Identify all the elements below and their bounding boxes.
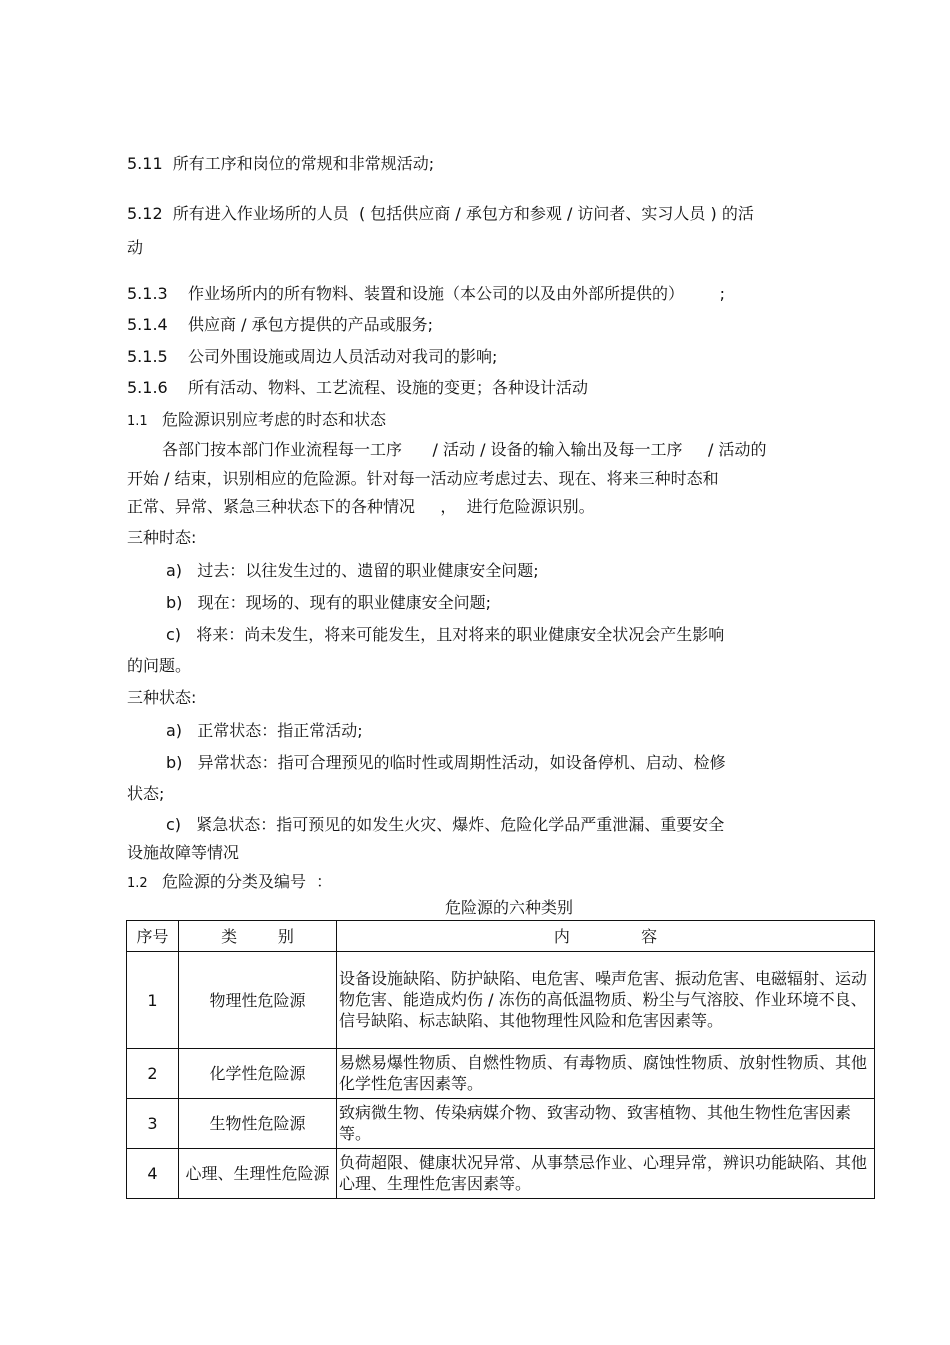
table-row xyxy=(127,952,875,1049)
header-category: 类 别 xyxy=(179,921,337,952)
section-number-1-1: 1.1 xyxy=(127,414,148,429)
item-5-1-3: 5.1.3 作业场所内的所有物料、装置和设施（本公司的以及由外部所提供的） ; xyxy=(127,284,726,303)
row-number: 3 xyxy=(127,1099,179,1149)
item-5-1-1: 5.11 所有工序和岗位的常规和非常规活动; xyxy=(127,154,435,173)
tense-c-cont: 的问题。 xyxy=(127,656,192,675)
row-category: 心理、生理性危险源 xyxy=(179,1149,337,1199)
table-row xyxy=(127,1049,875,1099)
section-heading-1-2: 危险源的分类及编号 ： xyxy=(162,872,333,891)
row-content: 设备设施缺陷、防护缺陷、电危害、噪声危害、振动危害、电磁辐射、运动物危害、能造成灼伤 / 冻伤的高低温物质、粉尘与气溶胶、作业环境不良、信号缺陷、标志缺陷、其他物理性风险和危害因素等。 xyxy=(337,952,875,1049)
item-5-1-4: 5.1.4 供应商 / 承包方提供的产品或服务; xyxy=(127,315,434,334)
para-line-1: 各部门按本部门作业流程每一工序 / 活动 / 设备的输入输出及每一工序 / 活动的 xyxy=(162,440,767,459)
row-content: 负荷超限、健康状况异常、从事禁忌作业、心理异常，辨识功能缺陷、其他心理、生理性危害因素等。 xyxy=(337,1149,875,1199)
row-category: 化学性危险源 xyxy=(179,1049,337,1099)
state-a: a) 正常状态：指正常活动; xyxy=(166,721,363,740)
item-5-1-2-cont: 动 xyxy=(127,238,144,257)
item-5-1-6: 5.1.6 所有活动、物料、工艺流程、设施的变更；各种设计活动 xyxy=(127,378,589,397)
state-c: c) 紧急状态：指可预见的如发生火灾、爆炸、危险化学品严重泄漏、重要安全 xyxy=(166,815,725,834)
tense-c: c) 将来：尚未发生，将来可能发生，且对将来的职业健康安全状况会产生影响 xyxy=(166,625,725,644)
item-5-1-2: 5.12 所有进入作业场所的人员 ( 包括供应商 / 承包方和参观 / 访问者、实习人员 ) 的活 xyxy=(127,204,754,223)
hazard-category-table xyxy=(126,920,875,1199)
state-c-cont: 设施故障等情况 xyxy=(127,843,240,862)
row-content: 易燃易爆性物质、自燃性物质、有毒物质、腐蚀性物质、放射性物质、其他化学性危害因素等。 xyxy=(337,1049,875,1099)
section-heading-1-1: 危险源识别应考虑的时态和状态 xyxy=(162,410,387,429)
table-row xyxy=(127,1149,875,1199)
state-b-cont: 状态; xyxy=(127,784,165,803)
header-content: 内 容 xyxy=(337,921,875,952)
tense-b: b) 现在：现场的、现有的职业健康安全问题; xyxy=(166,593,492,612)
table-row xyxy=(127,1099,875,1149)
row-category: 物理性危险源 xyxy=(179,952,337,1049)
three-tenses-label: 三种时态: xyxy=(127,528,197,547)
para-line-3: 正常、异常、紧急三种状态下的各种情况 ， 进行危险源识别。 xyxy=(127,497,595,516)
section-number-1-2: 1.2 xyxy=(127,876,148,891)
row-number: 4 xyxy=(127,1149,179,1199)
row-number: 2 xyxy=(127,1049,179,1099)
para-line-2: 开始 / 结束，识别相应的危险源。针对每一活动应考虑过去、现在、将来三种时态和 xyxy=(127,469,719,488)
table-header-row xyxy=(127,921,875,952)
row-number: 1 xyxy=(127,952,179,1049)
row-content: 致病微生物、传染病媒介物、致害动物、致害植物、其他生物性危害因素等。 xyxy=(337,1099,875,1149)
table-caption: 危险源的六种类别 xyxy=(445,898,574,917)
header-number: 序号 xyxy=(127,921,179,952)
item-5-1-5: 5.1.5 公司外围设施或周边人员活动对我司的影响; xyxy=(127,347,498,366)
row-category: 生物性危险源 xyxy=(179,1099,337,1149)
tense-a: a) 过去：以往发生过的、遗留的职业健康安全问题; xyxy=(166,561,539,580)
state-b: b) 异常状态：指可合理预见的临时性或周期性活动，如设备停机、启动、检修 xyxy=(166,753,726,772)
three-states-label: 三种状态: xyxy=(127,688,197,707)
